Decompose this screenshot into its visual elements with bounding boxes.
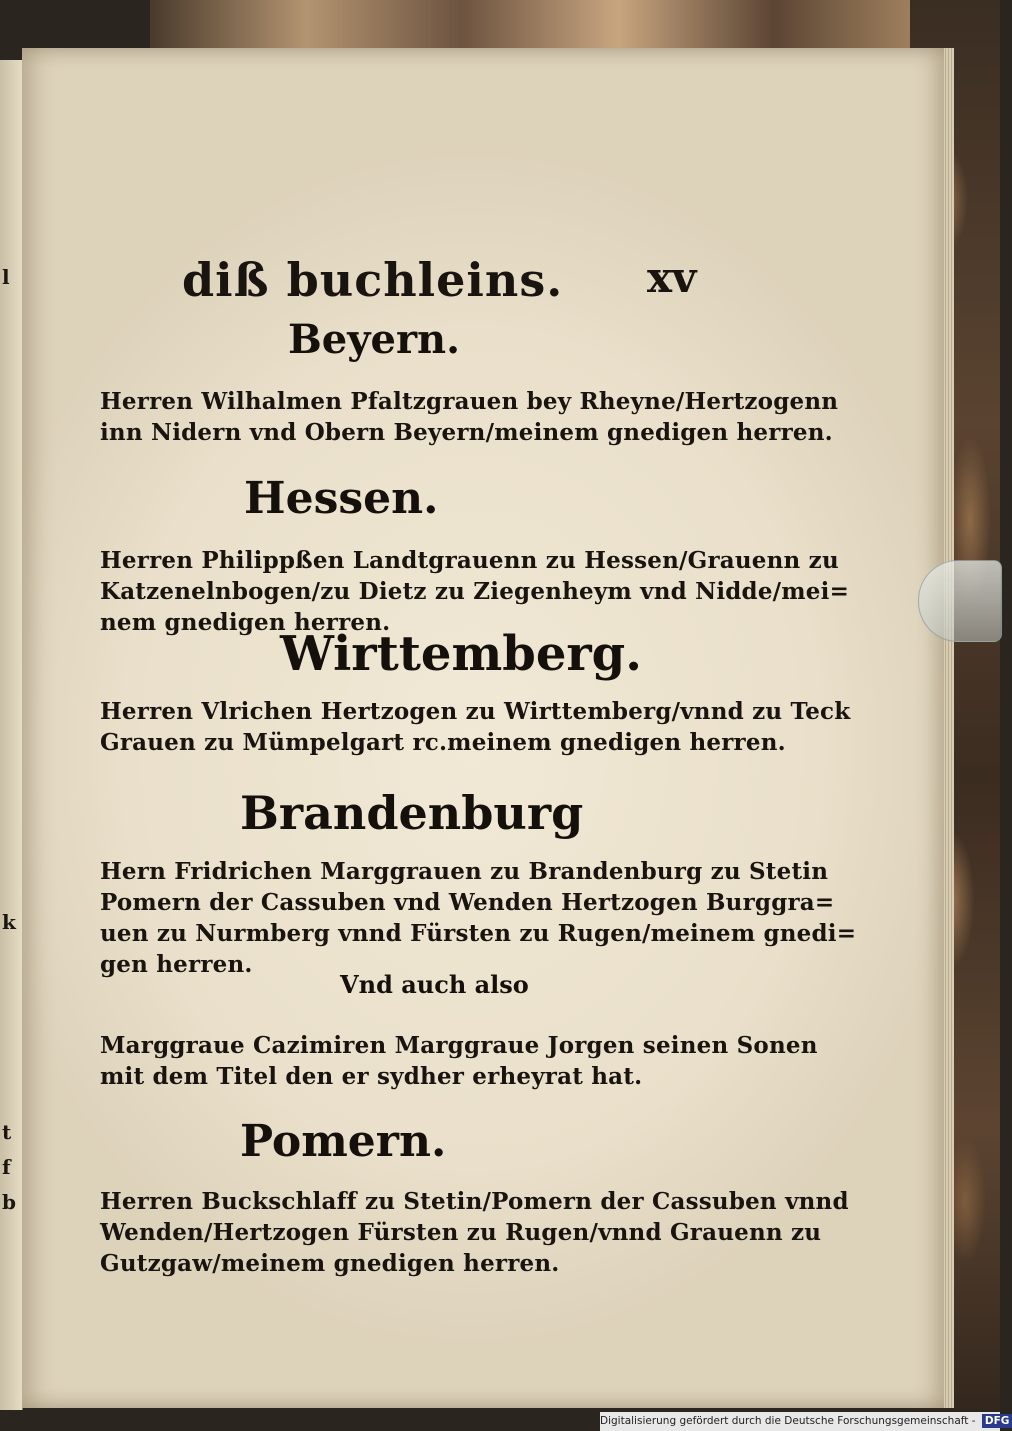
subheading-vnd-auch-also: Vnd auch also [340,970,529,999]
text-line: Wenden/Hertzogen Fürsten zu Rugen/vnnd Grauenn zu [100,1219,822,1246]
dfg-logo: DFG [982,1414,1012,1428]
section-text-beyern [100,386,839,448]
section-text-marggrave [100,1030,818,1092]
section-text-pomern [100,1186,849,1279]
text-line: gen herren. [100,951,253,978]
text-line: inn Nidern vnd Obern Beyern/meinem gnedigen herren. [100,419,833,446]
funding-footer [600,1412,1010,1431]
section-heading-hessen: Hessen. [244,473,439,524]
text-line: Gutzgaw/meinem gnedigen herren. [100,1250,560,1277]
text-line: Katzenelnbogen/zu Dietz zu Ziegenheym vnd Nidde/mei= [100,578,850,605]
section-text-hessen [100,545,850,638]
section-text-brandenburg [100,856,857,980]
text-line: Herren Philippßen Landtgrauenn zu Hessen/Grauenn zu [100,547,839,574]
left-page-edge [0,60,23,1410]
section-text-wirttemberg [100,696,851,758]
text-line: Herren Wilhalmen Pfaltzgrauen bey Rheyne/Hertzogenn [100,388,839,415]
text-line: Herren Buckschlaff zu Stetin/Pomern der Cassuben vnnd [100,1188,849,1215]
text-line: mit dem Titel den er sydher erheyrat hat. [100,1063,643,1090]
page-content [22,48,944,1408]
folio-number: xv [647,253,697,302]
margin-fragment: t [2,1120,12,1144]
book-cover-top-edge [150,0,930,48]
section-heading-wirttemberg: Wirttemberg. [280,626,642,682]
page-clip [918,560,1002,642]
footer-text: Digitalisierung gefördert durch die Deutsche Forschungsgemeinschaft - [600,1415,976,1427]
running-head: diß buchleins. [182,253,564,307]
section-heading-brandenburg: Brandenburg [240,786,584,840]
text-line: Grauen zu Mümpelgart rc.meinem gnedigen herren. [100,729,786,756]
text-line: Herren Vlrichen Hertzogen zu Wirttemberg/vnnd zu Teck [100,698,851,725]
text-line: Hern Fridrichen Marggrauen zu Brandenburg zu Stetin [100,858,829,885]
section-heading-pomern: Pomern. [240,1116,447,1167]
margin-fragment: l [2,265,10,289]
book-page [22,48,944,1408]
text-line: nem gnedigen herren. [100,609,391,636]
text-line: Marggraue Cazimiren Marggraue Jorgen seinen Sonen [100,1032,818,1059]
margin-fragment: b [2,1190,16,1214]
section-heading-beyern: Beyern. [288,316,461,363]
margin-fragment: f [2,1155,11,1179]
text-line: uen zu Nurmberg vnnd Fürsten zu Rugen/meinem gnedi= [100,920,857,947]
text-line: Pomern der Cassuben vnd Wenden Hertzogen Burggra= [100,889,835,916]
margin-fragment: k [2,910,16,934]
